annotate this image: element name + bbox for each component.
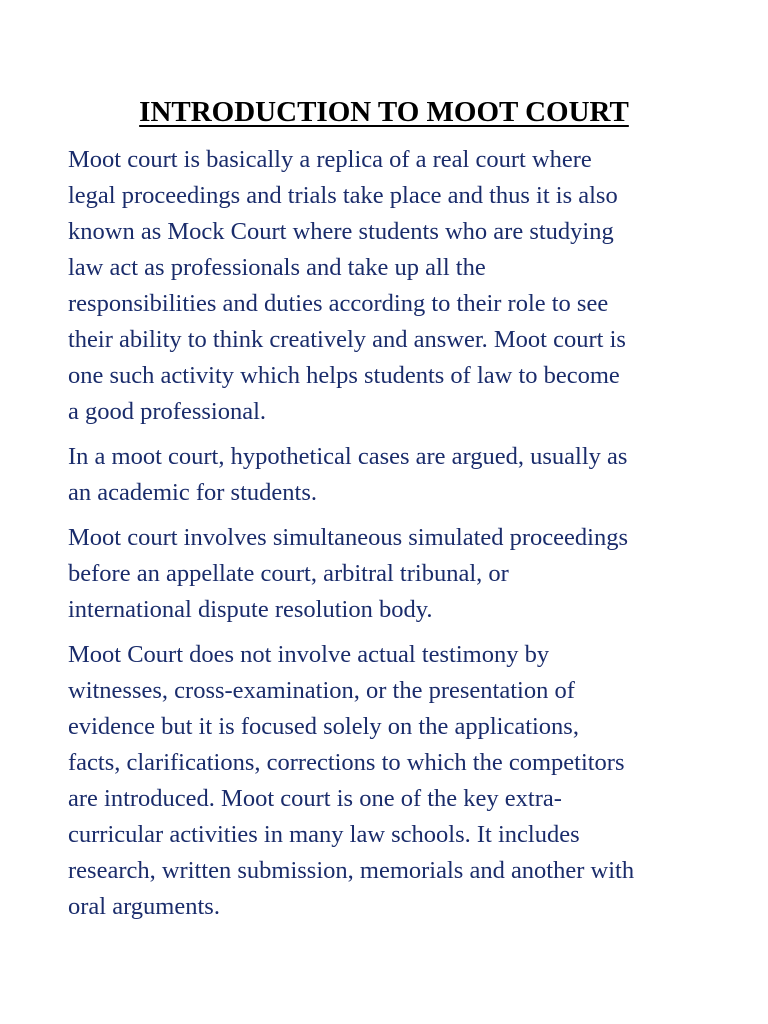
text-line: responsibilities and duties according to their role to see xyxy=(68,290,609,317)
text-line: are introduced. Moot court is one of the key extra- xyxy=(68,785,562,812)
text-line: law act as professionals and take up all the xyxy=(68,254,486,281)
text-line: research, written submission, memorials and another with xyxy=(68,857,635,884)
text-line: In a moot court, hypothetical cases are argued, usually as xyxy=(68,443,628,470)
text-line: evidence but it is focused solely on the applications, xyxy=(68,713,579,740)
document-body xyxy=(68,142,718,934)
text-line: Moot court is basically a replica of a real court where xyxy=(68,146,592,173)
text-line: international dispute resolution body. xyxy=(68,596,433,623)
paragraph-1 xyxy=(68,142,718,430)
text-line: one such activity which helps students of law to become xyxy=(68,362,620,389)
paragraph-2 xyxy=(68,439,718,511)
document-title: INTRODUCTION TO MOOT COURT xyxy=(139,96,629,128)
text-line: a good professional. xyxy=(68,398,266,425)
text-line: oral arguments. xyxy=(68,893,220,920)
text-line: curricular activities in many law schools. It includes xyxy=(68,821,580,848)
text-line: Moot court involves simultaneous simulated proceedings xyxy=(68,524,629,551)
text-line: before an appellate court, arbitral tribunal, or xyxy=(68,560,509,587)
text-line: Moot Court does not involve actual testimony by xyxy=(68,641,550,668)
text-line: facts, clarifications, corrections to which the competitors xyxy=(68,749,625,776)
text-line: known as Mock Court where students who are studying xyxy=(68,218,614,245)
paragraph-3 xyxy=(68,520,718,628)
text-line: an academic for students. xyxy=(68,479,317,506)
paragraph-4 xyxy=(68,637,718,925)
text-line: their ability to think creatively and answer. Moot court is xyxy=(68,326,626,353)
text-line: legal proceedings and trials take place and thus it is also xyxy=(68,182,618,209)
text-line: witnesses, cross-examination, or the presentation of xyxy=(68,677,575,704)
